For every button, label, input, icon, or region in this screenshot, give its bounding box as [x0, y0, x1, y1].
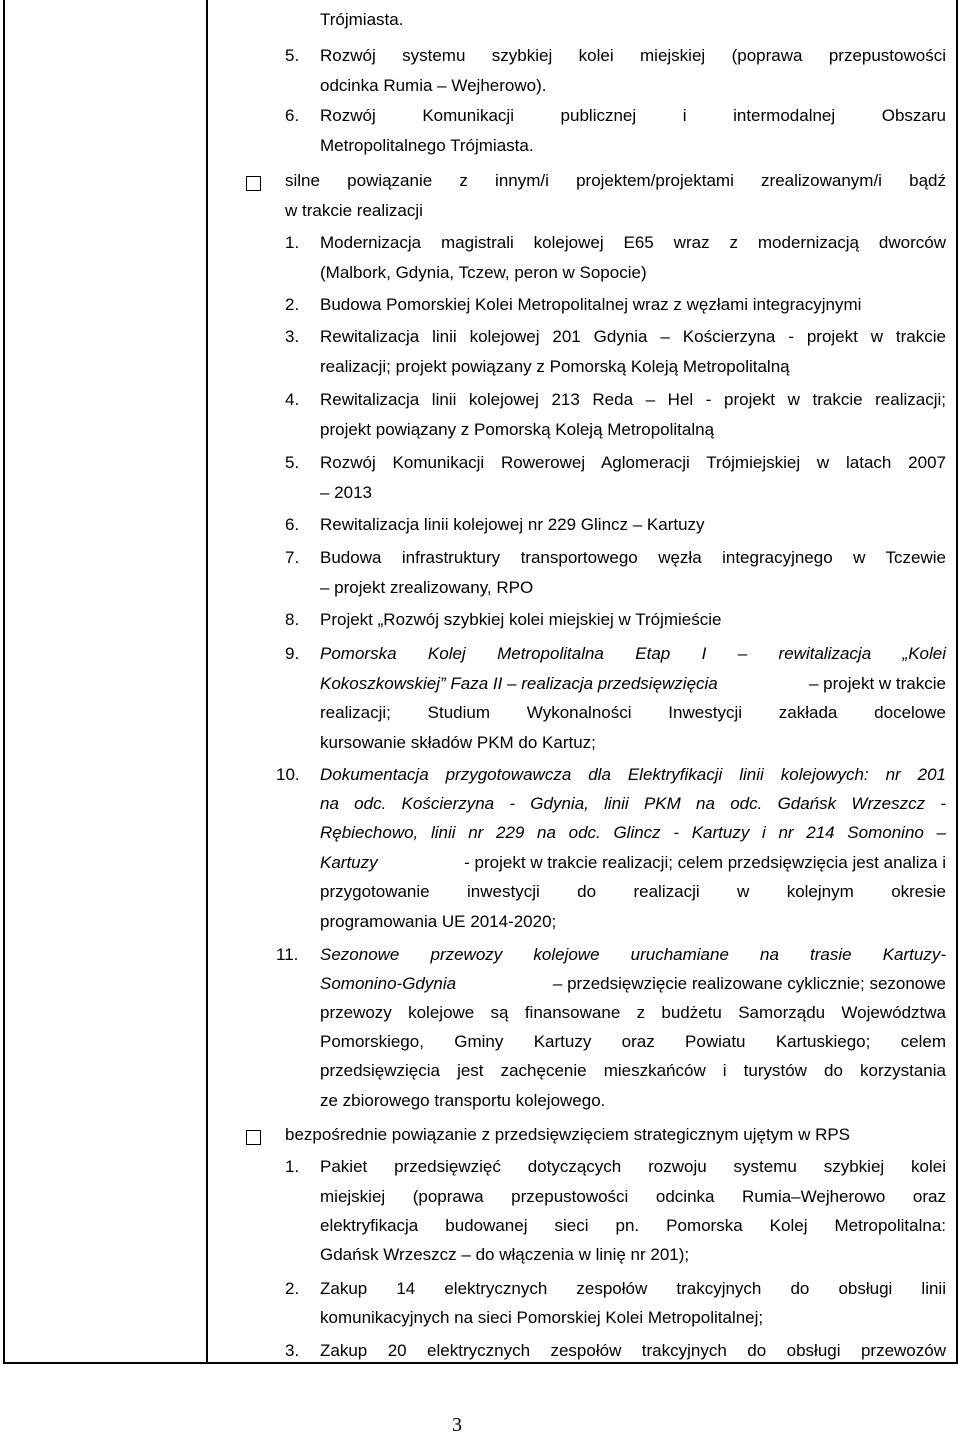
item-number: 7. — [285, 548, 300, 567]
text-line: przygotowanie inwestycji do realizacji w kolejnym okresie — [320, 882, 946, 901]
item-number: 2. — [285, 295, 300, 314]
item-number: 11. — [276, 945, 299, 964]
text-line: Rewitalizacja linii kolejowej 213 Reda – Hel - projekt w trakcie realizacji; — [320, 390, 946, 409]
item-number: 8. — [285, 610, 300, 629]
text-line: kursowanie składów PKM do Kartuz; — [320, 733, 596, 752]
item-number: 3. — [285, 1341, 300, 1360]
item-number: 5. — [285, 46, 300, 65]
checkbox-icon[interactable] — [246, 176, 261, 191]
section-heading: bezpośrednie powiązanie z przedsięwzięciem strategicznym ujętym w RPS — [285, 1125, 851, 1144]
text-line: Budowa Pomorskiej Kolei Metropolitalnej wraz z węzłami integracyjnymi — [320, 295, 862, 314]
text-line: projekt powiązany z Pomorską Koleją Metropolitalną — [320, 420, 715, 439]
section-heading: silne powiązanie z innym/i projektem/projektami zrealizowanym/i bądź — [285, 171, 946, 190]
text-line: Modernizacja magistrali kolejowej E65 wraz z modernizacją dworców — [320, 233, 946, 252]
checkbox-icon[interactable] — [246, 1130, 261, 1145]
text-italic: Kokoszkowskiej” Faza II – realizacja przedsięwzięcia — [320, 674, 718, 693]
text-line: Gdańsk Wrzeszcz – do włączenia w linię nr 201); — [320, 1245, 690, 1264]
text-line: odcinka Rumia – Wejherowo). — [320, 76, 547, 95]
text-line: przewozy kolejowe są finansowane z budżetu Samorządu Województwa — [320, 1003, 946, 1022]
text-line: Rębiechowo, linii nr 229 na odc. Glincz - Kartuzy i nr 214 Somonino – — [320, 823, 946, 842]
text-line — [320, 674, 946, 694]
text-line: Pomorska Kolej Metropolitalna Etap I – rewitalizacja „Kolei — [320, 644, 946, 663]
page-number: 3 — [452, 1414, 462, 1436]
text-line: Rozwój systemu szybkiej kolei miejskiej (poprawa przepustowości — [320, 46, 946, 65]
item-number: 1. — [285, 1157, 300, 1176]
text-regular: – przedsięwzięcie realizowane cyklicznie; sezonowe — [552, 974, 946, 993]
item-number: 9. — [285, 644, 300, 663]
text-line: ze zbiorowego transportu kolejowego. — [320, 1091, 606, 1110]
text-italic: Kartuzy — [320, 853, 378, 872]
text-line: Pomorskiego, Gminy Kartuzy oraz Powiatu Kartuskiego; celem — [320, 1032, 946, 1051]
item-number: 6. — [285, 106, 300, 125]
text-line: realizacji; projekt powiązany z Pomorską Koleją Metropolitalną — [320, 357, 790, 376]
text-line — [320, 974, 946, 994]
text-line: programowania UE 2014-2020; — [320, 912, 557, 931]
text-line: Rozwój Komunikacji publicznej i intermodalnej Obszaru — [320, 106, 946, 125]
text-line — [320, 853, 946, 873]
text-line: realizacji; Studium Wykonalności Inwestycji zakłada docelowe — [320, 703, 946, 722]
table-border-bottom — [3, 1362, 958, 1364]
table-border-right — [956, 0, 958, 1364]
text-line: przedsięwzięcia jest zachęcenie mieszkańców i turystów do korzystania — [320, 1061, 946, 1080]
item-number: 6. — [285, 515, 300, 534]
text-line: Sezonowe przewozy kolejowe uruchamiane na trasie Kartuzy- — [320, 945, 946, 964]
item-number: 3. — [285, 327, 300, 346]
text-line: Zakup 20 elektrycznych zespołów trakcyjnych do obsługi przewozów — [320, 1341, 946, 1360]
text-line: Rozwój Komunikacji Rowerowej Aglomeracji Trójmiejskiej w latach 2007 — [320, 453, 946, 472]
text-line: Projekt „Rozwój szybkiej kolei miejskiej w Trójmieście — [320, 610, 722, 629]
text-line: komunikacyjnych na sieci Pomorskiej Kolei Metropolitalnej; — [320, 1308, 764, 1327]
text-italic: Somonino-Gdynia — [320, 974, 457, 993]
text-line: Metropolitalnego Trójmiasta. — [320, 136, 534, 155]
item-number: 1. — [285, 233, 300, 252]
item-number: 2. — [285, 1279, 300, 1298]
text-line: (Malbork, Gdynia, Tczew, peron w Sopocie) — [320, 263, 647, 282]
text-regular: – projekt w trakcie — [809, 674, 946, 693]
text-line: na odc. Kościerzyna - Gdynia, linii PKM na odc. Gdańsk Wrzeszcz - — [320, 794, 946, 813]
text-line: Trójmiasta. — [320, 10, 404, 29]
text-line: Budowa infrastruktury transportowego węzła integracyjnego w Tczewie — [320, 548, 946, 567]
table-border-inner — [206, 0, 208, 1364]
text-regular: - projekt w trakcie realizacji; celem przedsięwzięcia jest analiza i — [464, 853, 946, 872]
item-number: 4. — [285, 390, 300, 409]
text-line: elektryfikacja budowanej sieci pn. Pomorska Kolej Metropolitalna: — [320, 1216, 946, 1235]
item-number: 5. — [285, 453, 300, 472]
section-heading: w trakcie realizacji — [285, 201, 423, 220]
text-line: Rewitalizacja linii kolejowej nr 229 Glincz – Kartuzy — [320, 515, 705, 534]
text-line: – projekt zrealizowany, RPO — [320, 578, 534, 597]
item-number: 10. — [276, 765, 300, 784]
text-line: Zakup 14 elektrycznych zespołów trakcyjnych do obsługi linii — [320, 1279, 946, 1298]
text-line: – 2013 — [320, 483, 372, 502]
text-line: Pakiet przedsięwzięć dotyczących rozwoju systemu szybkiej kolei — [320, 1157, 946, 1176]
text-line: miejskiej (poprawa przepustowości odcinka Rumia–Wejherowo oraz — [320, 1187, 946, 1206]
table-border-left — [3, 0, 5, 1364]
text-line: Dokumentacja przygotowawcza dla Elektryfikacji linii kolejowych: nr 201 — [320, 765, 946, 784]
text-line: Rewitalizacja linii kolejowej 201 Gdynia – Kościerzyna - projekt w trakcie — [320, 327, 946, 346]
